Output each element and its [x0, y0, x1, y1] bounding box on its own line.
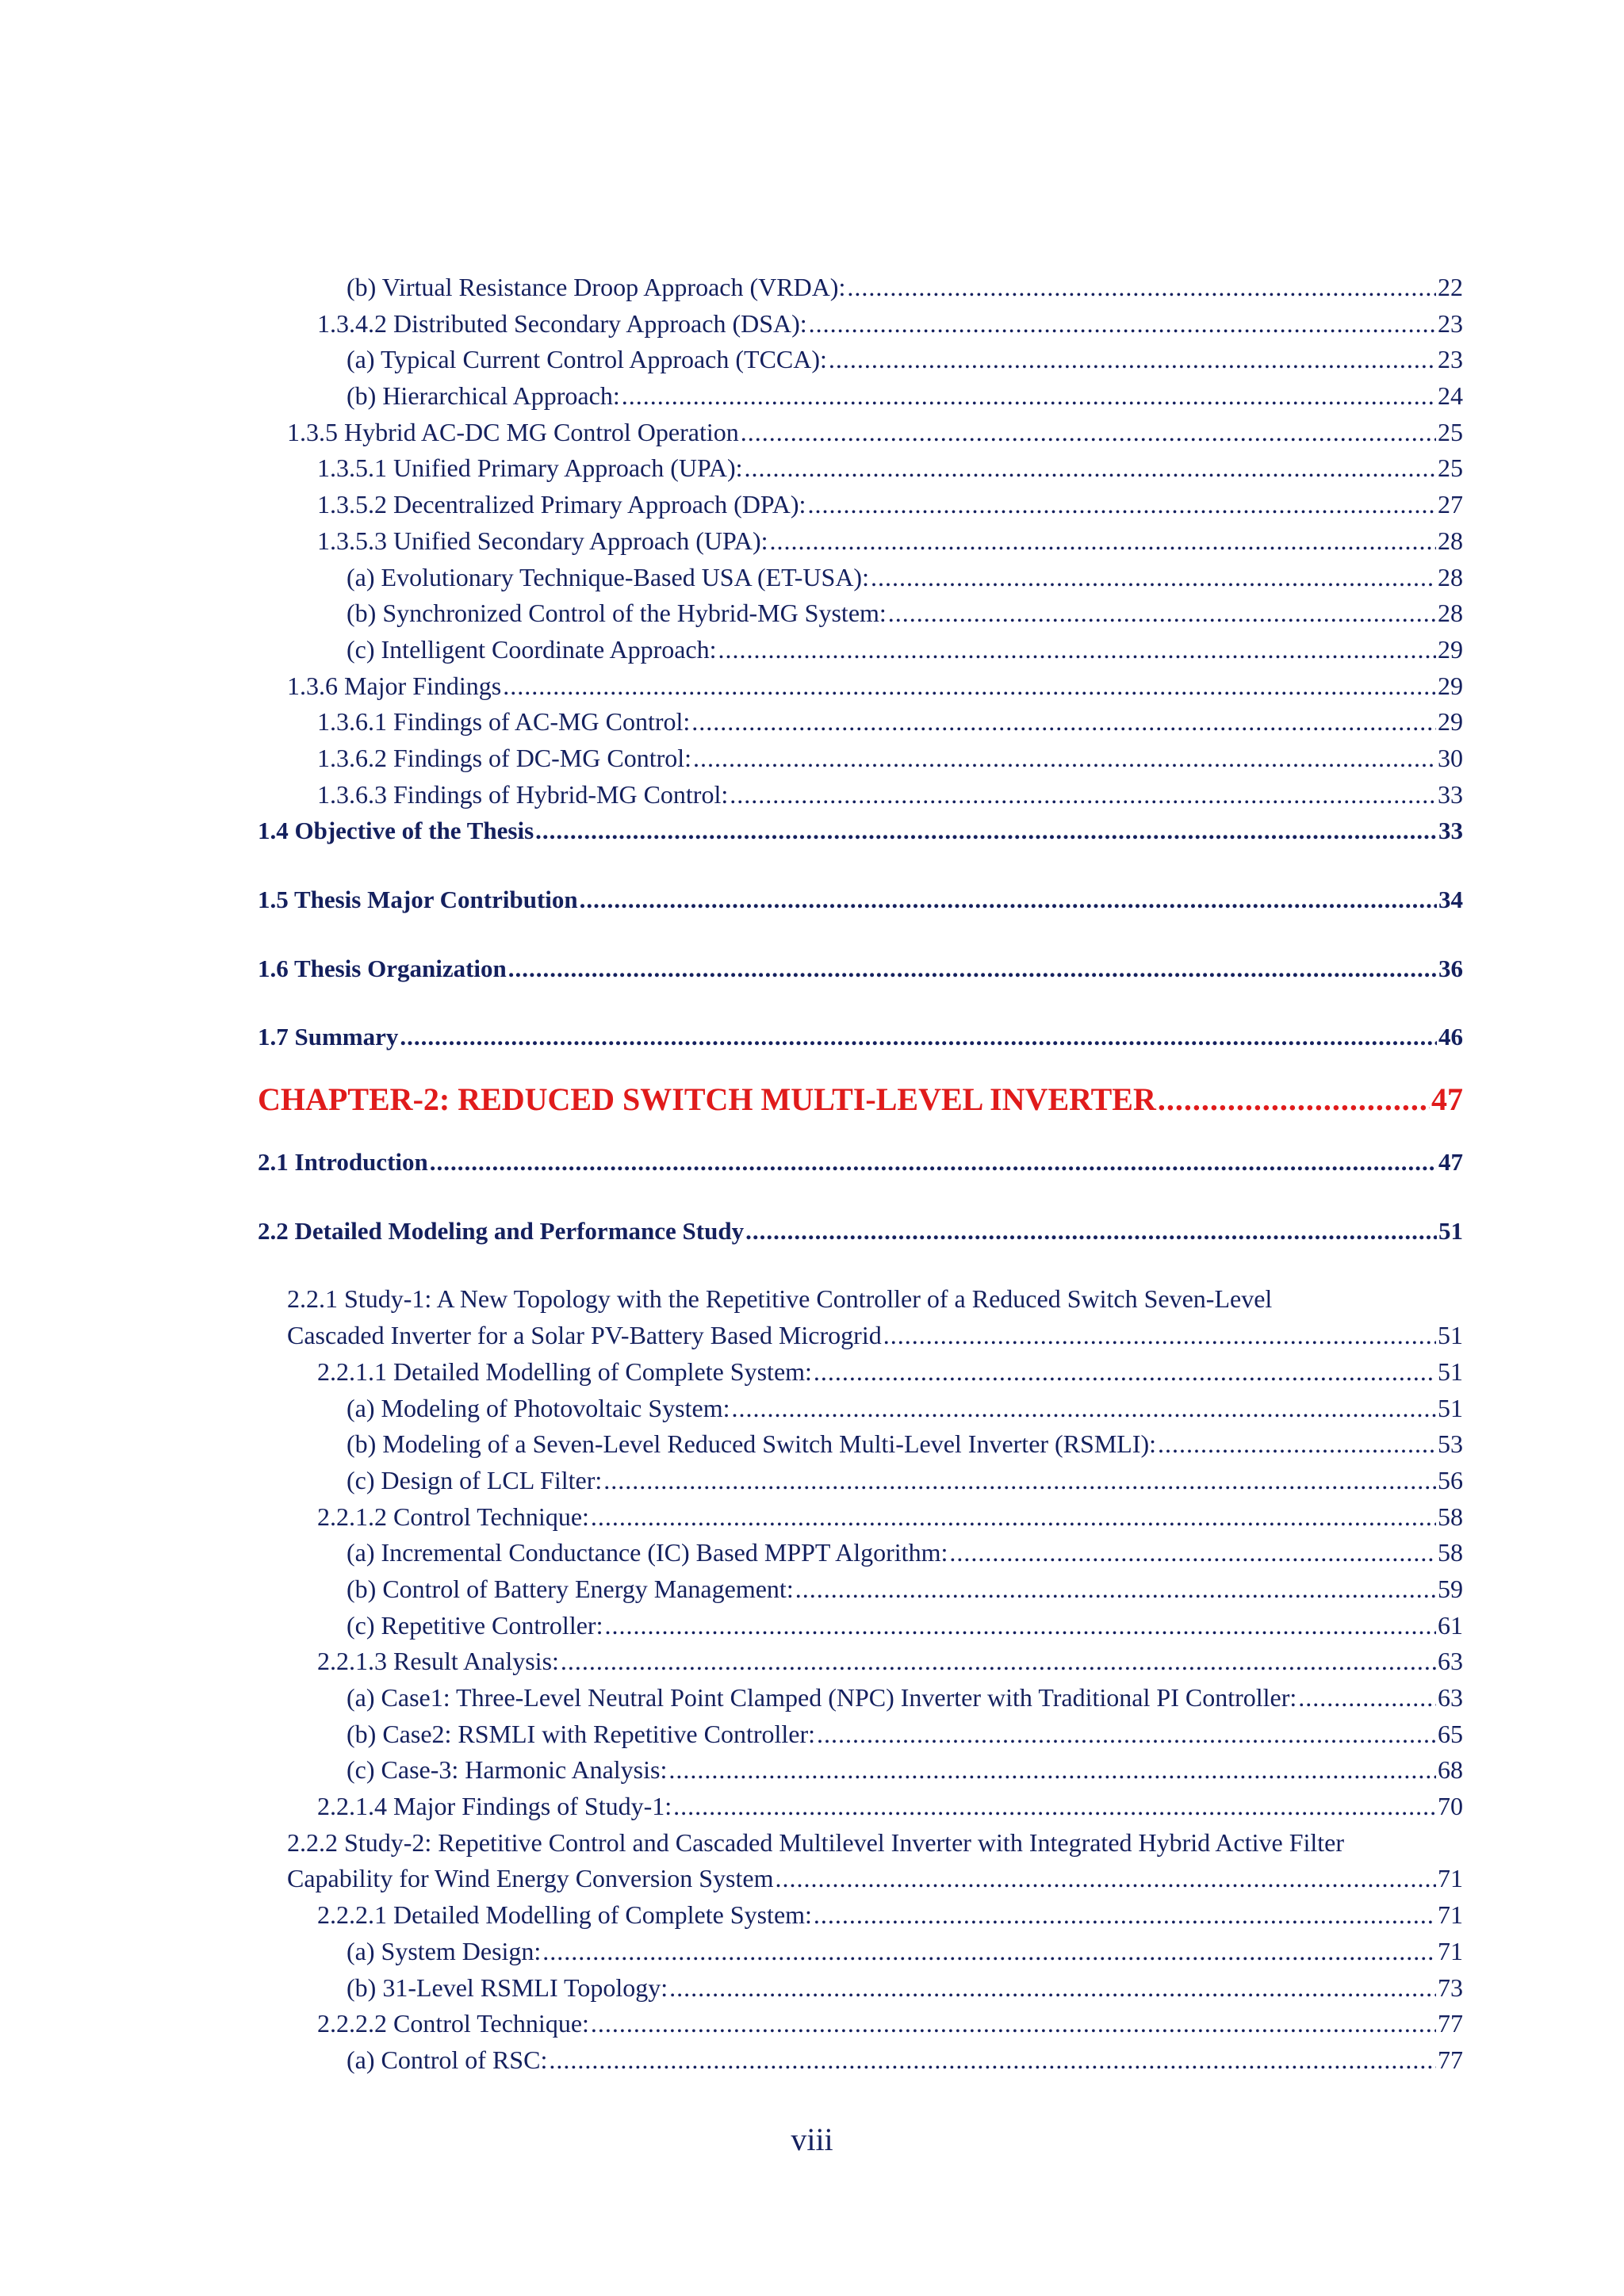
toc-entry-study-2-line-2[interactable] [258, 1861, 1463, 1897]
toc-entry-page: 23 [1438, 345, 1463, 374]
toc-entry-title: (b) Hierarchical Approach: [347, 381, 620, 411]
dot-leader [883, 1318, 1436, 1354]
toc-entry-page: 71 [1438, 1900, 1463, 1930]
toc-entry-page: 77 [1438, 2009, 1463, 2038]
toc-entry[interactable] [258, 1752, 1463, 1789]
toc-entry[interactable] [258, 1680, 1463, 1716]
toc-entry[interactable] [258, 1970, 1463, 2007]
dot-leader [691, 704, 1436, 740]
toc-entry[interactable] [258, 704, 1463, 740]
toc-entry-title: 2.2.1.2 Control Technique: [317, 1502, 589, 1531]
toc-entry-title: Capability for Wind Energy Conversion System [287, 1864, 774, 1893]
dot-leader [622, 378, 1436, 415]
toc-entry[interactable] [258, 777, 1463, 813]
toc-entry[interactable] [258, 1716, 1463, 1753]
dot-leader [732, 1391, 1437, 1427]
toc-entry[interactable] [258, 1463, 1463, 1499]
toc-entry-page: 51 [1438, 1393, 1463, 1422]
toc-entry-title: (a) Evolutionary Technique-Based USA (ET-USA): [347, 562, 869, 591]
toc-entry[interactable] [258, 1644, 1463, 1680]
toc-entry-title: 2.2.1.3 Result Analysis: [317, 1647, 559, 1676]
dot-leader [745, 1213, 1437, 1249]
toc-entry-1-5[interactable] [258, 882, 1463, 918]
toc-entry-page: 36 [1438, 954, 1463, 982]
toc-entry-page: 24 [1438, 381, 1463, 411]
toc-entry-page: 51 [1438, 1357, 1463, 1386]
dot-leader [1158, 1426, 1436, 1463]
dot-leader [949, 1535, 1436, 1571]
toc-entry-title: 2.2.2.2 Control Technique: [317, 2009, 589, 2038]
toc-entry-title: (b) 31-Level RSMLI Topology: [347, 1973, 668, 2002]
toc-entry-title: 2.1 Introduction [258, 1148, 428, 1177]
toc-entry-page: 25 [1438, 417, 1463, 446]
toc-chapter-2[interactable] [258, 1077, 1463, 1122]
toc-entry-title: (a) Incremental Conductance (IC) Based MPPT Algorithm: [347, 1538, 948, 1567]
toc-entry[interactable] [258, 595, 1463, 632]
toc-entry[interactable] [258, 487, 1463, 523]
chapter-page: 47 [1431, 1081, 1463, 1118]
toc-entry[interactable] [258, 560, 1463, 596]
dot-leader [1298, 1680, 1436, 1716]
toc-entry-title: (b) Synchronized Control of the Hybrid-MG System: [347, 599, 887, 628]
dot-leader [829, 342, 1436, 378]
toc-entry-1-6[interactable] [258, 951, 1463, 987]
toc-entry-title: (c) Design of LCL Filter: [347, 1465, 603, 1494]
toc-entry-page: 65 [1438, 1719, 1463, 1748]
toc-entry-title: 1.3.5 Hybrid AC-DC MG Control Operation [287, 417, 739, 446]
dot-leader [591, 1499, 1436, 1536]
toc-entry[interactable] [258, 1897, 1463, 1934]
dot-leader [814, 1354, 1436, 1391]
dot-leader [775, 1861, 1436, 1897]
table-of-contents [258, 270, 1463, 2079]
toc-entry[interactable] [258, 415, 1463, 451]
toc-entry-title: 1.3.4.2 Distributed Secondary Approach (DSA): [317, 308, 807, 338]
dot-leader [730, 777, 1436, 813]
toc-entry[interactable] [258, 1789, 1463, 1825]
dot-leader [400, 1019, 1437, 1055]
toc-entry-study-1-line-2[interactable] [258, 1318, 1463, 1354]
toc-entry-title: 1.3.6.2 Findings of DC-MG Control: [317, 743, 692, 772]
toc-entry-title: (a) Case1: Three-Level Neutral Point Clamped (NPC) Inverter with Traditional PI Controller: [347, 1683, 1297, 1712]
toc-entry-title: (c) Intelligent Coordinate Approach: [347, 634, 717, 664]
toc-entry-title: (b) Case2: RSMLI with Repetitive Controller: [347, 1719, 816, 1748]
toc-entry-title: 1.6 Thesis Organization [258, 954, 507, 982]
toc-entry-page: 46 [1438, 1023, 1463, 1051]
toc-entry-title: 2.2 Detailed Modeling and Performance Study [258, 1216, 745, 1245]
toc-entry-page: 47 [1438, 1148, 1463, 1177]
toc-entry[interactable] [258, 1535, 1463, 1571]
toc-entry-page: 68 [1438, 1755, 1463, 1785]
toc-entry-title: 1.3.5.3 Unified Secondary Approach (UPA): [317, 526, 768, 555]
toc-entry-title: (b) Virtual Resistance Droop Approach (VRDA): [347, 273, 846, 301]
toc-entry-title: (b) Modeling of a Seven-Level Reduced Switch Multi-Level Inverter (RSMLI): [347, 1429, 1157, 1459]
toc-entry[interactable] [258, 1426, 1463, 1463]
dot-leader [561, 1644, 1436, 1680]
toc-entry[interactable] [258, 306, 1463, 342]
toc-entry[interactable] [258, 378, 1463, 415]
dot-leader [871, 560, 1436, 596]
toc-entry[interactable] [258, 523, 1463, 560]
toc-entry-title: 1.4 Objective of the Thesis [258, 817, 534, 845]
page-number: viii [791, 2122, 833, 2157]
toc-entry-1-7[interactable] [258, 1019, 1463, 1055]
dot-leader [745, 450, 1436, 487]
toc-group-3 [258, 1897, 1463, 2078]
toc-entry-page: 77 [1438, 2045, 1463, 2074]
dot-leader [795, 1571, 1436, 1608]
toc-entry-page: 23 [1438, 308, 1463, 338]
dot-leader [809, 306, 1436, 342]
toc-entry-page: 63 [1438, 1683, 1463, 1712]
toc-entry-page: 58 [1438, 1538, 1463, 1567]
toc-entry[interactable] [258, 342, 1463, 378]
toc-entry-page: 28 [1438, 562, 1463, 591]
toc-entry-title: 1.5 Thesis Major Contribution [258, 886, 578, 913]
toc-entry-study-1-line-1[interactable]: 2.2.1 Study-1: A New Topology with the Repetitive Controller of a Reduced Switch Seven-Level [287, 1284, 1273, 1314]
toc-entry-page: 56 [1438, 1465, 1463, 1494]
dot-leader [741, 415, 1436, 451]
toc-entry-title: 1.3.5.2 Decentralized Primary Approach (DPA): [317, 490, 806, 519]
toc-entry-page: 33 [1438, 779, 1463, 809]
dot-leader [508, 951, 1437, 987]
toc-entry-page: 30 [1438, 743, 1463, 772]
dot-leader [817, 1716, 1436, 1753]
toc-entry-page: 71 [1438, 1936, 1463, 1965]
toc-entry[interactable] [258, 1391, 1463, 1427]
toc-entry-title: (b) Control of Battery Energy Management: [347, 1574, 794, 1603]
toc-entry-title: 2.2.1.4 Major Findings of Study-1: [317, 1792, 672, 1821]
toc-entry-title: 1.3.6 Major Findings [287, 671, 502, 700]
toc-entry-page: 33 [1438, 817, 1463, 845]
toc-entry-title: (a) Modeling of Photovoltaic System: [347, 1393, 730, 1422]
dot-leader [668, 1752, 1436, 1789]
toc-entry-page: 22 [1438, 273, 1463, 301]
dot-leader [503, 668, 1436, 705]
toc-entry-page: 51 [1438, 1216, 1463, 1245]
dot-leader [807, 487, 1436, 523]
toc-entry-page: 51 [1438, 1321, 1463, 1350]
dot-leader [591, 2006, 1436, 2042]
toc-entry[interactable] [258, 813, 1463, 849]
toc-entry-page: 29 [1438, 634, 1463, 664]
toc-entry-page: 70 [1438, 1792, 1463, 1821]
toc-entry[interactable] [258, 668, 1463, 705]
dot-leader [603, 1463, 1436, 1499]
toc-entry-title: (c) Repetitive Controller: [347, 1610, 603, 1640]
toc-entry[interactable] [258, 1499, 1463, 1536]
toc-entry[interactable] [258, 450, 1463, 487]
toc-entry[interactable] [258, 632, 1463, 668]
toc-entry-page: 25 [1438, 453, 1463, 483]
dot-leader [673, 1789, 1436, 1825]
toc-entry-page: 28 [1438, 599, 1463, 628]
dot-leader [669, 1970, 1436, 2007]
dot-leader [847, 270, 1436, 306]
toc-entry-2-2[interactable] [258, 1213, 1463, 1249]
toc-entry-title: 1.7 Summary [258, 1023, 399, 1051]
dot-leader [430, 1144, 1437, 1181]
toc-group-2 [258, 1354, 1463, 1825]
dot-leader [693, 740, 1436, 777]
dot-leader [535, 813, 1437, 849]
toc-entry[interactable] [258, 1608, 1463, 1644]
toc-entry[interactable] [258, 740, 1463, 777]
toc-entry[interactable] [258, 2006, 1463, 2042]
toc-entry-page: 27 [1438, 490, 1463, 519]
toc-entry-title: Cascaded Inverter for a Solar PV-Battery Based Microgrid [287, 1321, 882, 1350]
toc-entry-title: 1.3.5.1 Unified Primary Approach (UPA): [317, 453, 743, 483]
toc-entry-2-1[interactable] [258, 1144, 1463, 1181]
toc-entry-title: 2.2.1.1 Detailed Modelling of Complete System: [317, 1357, 812, 1386]
toc-entry-page: 29 [1438, 671, 1463, 700]
toc-entry-study-2-line-1[interactable]: 2.2.2 Study-2: Repetitive Control and Cascaded Multilevel Inverter with Integrated Hybrid Active Filter [287, 1827, 1345, 1857]
dot-leader [718, 632, 1436, 668]
toc-entry-title: (a) System Design: [347, 1936, 542, 1965]
toc-entry-page: 28 [1438, 526, 1463, 555]
toc-entry[interactable] [258, 1934, 1463, 1970]
dot-leader [549, 2042, 1436, 2079]
toc-entry[interactable] [258, 2042, 1463, 2079]
toc-entry[interactable] [258, 1354, 1463, 1391]
toc-entry-page: 71 [1438, 1864, 1463, 1893]
toc-entry-page: 63 [1438, 1647, 1463, 1676]
dot-leader [542, 1934, 1436, 1970]
toc-entry-page: 34 [1438, 886, 1463, 913]
toc-entry-page: 58 [1438, 1502, 1463, 1531]
toc-entry-title: (c) Case-3: Harmonic Analysis: [347, 1755, 668, 1785]
dot-leader [604, 1608, 1436, 1644]
toc-group-1 [258, 270, 1463, 849]
dot-leader [580, 882, 1437, 918]
toc-entry-title: (a) Typical Current Control Approach (TCCA): [347, 345, 827, 374]
dot-leader [770, 523, 1437, 560]
toc-entry[interactable] [258, 270, 1463, 306]
toc-entry-title: 2.2.2.1 Detailed Modelling of Complete System: [317, 1900, 812, 1930]
toc-entry-page: 53 [1438, 1429, 1463, 1459]
toc-entry-page: 61 [1438, 1610, 1463, 1640]
toc-entry[interactable] [258, 1571, 1463, 1608]
toc-entry-title: (a) Control of RSC: [347, 2045, 548, 2074]
toc-entry-page: 29 [1438, 707, 1463, 737]
toc-entry-title: 1.3.6.3 Findings of Hybrid-MG Control: [317, 779, 729, 809]
dot-leader [888, 595, 1436, 632]
dot-leader [1158, 1077, 1430, 1122]
toc-entry-title: 1.3.6.1 Findings of AC-MG Control: [317, 707, 691, 737]
dot-leader [814, 1897, 1436, 1934]
toc-entry-page: 59 [1438, 1574, 1463, 1603]
chapter-title: CHAPTER-2: REDUCED SWITCH MULTI-LEVEL INVERTER [258, 1081, 1156, 1118]
toc-entry-page: 73 [1438, 1973, 1463, 2002]
